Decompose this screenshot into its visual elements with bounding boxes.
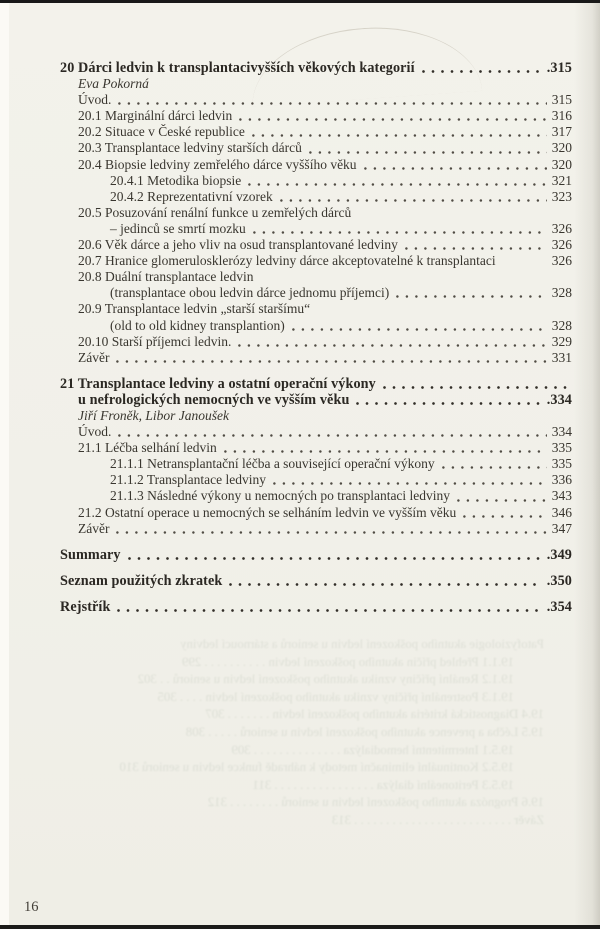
toc-entry-label: 20.2 Situace v České republice <box>78 124 245 140</box>
dot-leader <box>117 608 541 613</box>
toc-entry-label: 21 Transplantace ledviny a ostatní operační výkony <box>60 375 376 392</box>
toc-entry-label: 21.1.1 Netransplantační léčba a související operační výkony <box>110 456 435 472</box>
bleedthrough-line: Závěr . . . . . . . . . . . . . . . . . . . . . . . . . 313 <box>331 812 544 827</box>
toc-page-number: 316 <box>551 108 572 124</box>
toc-entry <box>60 108 572 124</box>
toc-entry <box>60 157 572 173</box>
dot-leader <box>238 343 546 348</box>
toc-entry-label: 20.7 Hranice glomerulosklerózy ledviny dárce akceptovatelné k transplantaci <box>78 253 496 269</box>
toc-entry <box>60 221 572 237</box>
toc-entry <box>60 573 572 589</box>
toc-entry <box>60 189 572 205</box>
toc-page-number: 331 <box>551 349 572 365</box>
toc-entry-label: 20.6 Věk dárce a jeho vliv na osud transplantované ledviny <box>78 237 398 253</box>
toc-entry <box>60 205 572 221</box>
dot-leader <box>356 401 541 406</box>
toc-page-number: 323 <box>551 188 572 204</box>
toc-entry <box>60 392 572 408</box>
toc-entry-label: Závěr <box>78 520 110 536</box>
toc-page-number: 315 <box>551 92 572 108</box>
bleedthrough-line: 19.1.1 Přehled příčin akutního poškození ledvin . . . . . . . . . . 299 <box>182 654 514 669</box>
toc-entry <box>60 599 572 615</box>
scan-bottom-edge <box>0 925 600 929</box>
dot-leader <box>128 556 542 561</box>
toc-page-number: .315 <box>546 60 572 76</box>
toc-entry <box>60 376 572 392</box>
footer-page-number: 16 <box>24 899 39 915</box>
toc-page-number: 328 <box>551 285 572 301</box>
dot-leader <box>457 498 547 503</box>
toc-entry <box>60 140 572 156</box>
dot-leader <box>260 278 567 283</box>
dot-leader <box>116 530 546 535</box>
toc-entry <box>60 408 572 424</box>
dot-leader <box>156 85 567 90</box>
bleedthrough-line: 19.1.2 Renální příčiny vzniku akutního poškození ledvin u seniorů . . 302 <box>137 672 514 687</box>
toc-entry-label: 21.1 Léčba selhání ledvin <box>78 440 217 456</box>
dot-leader <box>442 465 547 470</box>
toc-entry-label: (old to old kidney transplantion) <box>110 317 285 333</box>
toc-entry <box>60 237 572 253</box>
toc-entry-label: 20.8 Duální transplantace ledvin <box>78 269 254 285</box>
toc-page-number: 336 <box>551 472 572 488</box>
table-of-contents <box>60 60 572 615</box>
dot-leader <box>463 514 546 519</box>
bleedthrough-line: 19.5.3 Peritoneální dialýza . . . . . . . . . . . . . . . . 311 <box>252 777 514 792</box>
toc-entry-label: 21.1.2 Transplantace ledviny <box>110 472 266 488</box>
toc-page-number: .354 <box>546 598 572 615</box>
toc-entry-label: Jiří Froněk, Libor Janoušek <box>78 407 229 423</box>
bleedthrough-text <box>28 636 578 830</box>
toc-page-number: 317 <box>551 124 572 140</box>
dot-leader <box>239 117 547 122</box>
toc-entry-label: 20.1 Marginální dárci ledvin <box>78 108 233 124</box>
toc-entry-label: 20.3 Transplantace ledviny starších dárců <box>78 140 302 156</box>
toc-entry-label: 21.1.3 Následné výkony u nemocných po transplantaci ledviny <box>110 488 451 504</box>
toc-entry-label: u nefrologických nemocných ve vyšším věku <box>78 391 350 408</box>
toc-page-number: 321 <box>551 172 572 188</box>
dot-leader <box>364 166 547 171</box>
toc-entry-label: 20.5 Posuzování renální funkce u zemřelých dárců <box>78 204 352 220</box>
toc-entry <box>60 334 572 350</box>
toc-entry-label: 20.9 Transplantace ledvin „starší staršímu“ <box>78 301 311 317</box>
dot-leader <box>280 198 547 203</box>
dot-leader <box>118 433 546 438</box>
dot-leader <box>383 385 567 390</box>
toc-entry <box>60 92 572 108</box>
toc-page-number: .334 <box>546 391 572 408</box>
toc-entry <box>60 301 572 317</box>
dot-leader <box>292 327 547 332</box>
toc-entry-label: 20.4.2 Reprezentativní vzorek <box>110 188 273 204</box>
scan-top-edge <box>0 0 600 3</box>
toc-page-number: 328 <box>551 317 572 333</box>
bleedthrough-line: 19.5.1 Intermitentní hemodialýza . . . . . . . . . . . . . . 309 <box>231 742 514 757</box>
toc-entry-label: 20.4 Biopsie ledviny zemřelého dárce vyššího věku <box>78 156 357 172</box>
toc-entry-label: Rejstřík <box>60 598 111 615</box>
dot-leader <box>317 311 567 316</box>
toc-entry-label: Závěr <box>78 349 110 365</box>
toc-entry-label: Úvod. <box>78 92 112 108</box>
toc-entry <box>60 269 572 285</box>
toc-page-number: 346 <box>551 504 572 520</box>
dot-leader <box>405 246 547 251</box>
toc-entry <box>60 285 572 301</box>
toc-page-number: 320 <box>551 156 572 172</box>
toc-entry-label: 20.4.1 Metodika biopsie <box>110 172 242 188</box>
toc-entry <box>60 60 572 76</box>
toc-entry-label: – jedinců se smrtí mozku <box>110 220 246 236</box>
toc-page-number: 335 <box>551 440 572 456</box>
toc-page-number: .350 <box>546 572 572 589</box>
dot-leader <box>229 582 541 587</box>
toc-page-number: 320 <box>551 140 572 156</box>
toc-entry <box>60 124 572 140</box>
toc-entry <box>60 547 572 563</box>
bleedthrough-line: 19.5.2 Kontinuální eliminační metody k náhradě funkce ledvin u seniorů 310 <box>119 760 514 775</box>
toc-entry <box>60 424 572 440</box>
toc-entry <box>60 472 572 488</box>
toc-entry <box>60 505 572 521</box>
toc-entry <box>60 440 572 456</box>
toc-entry-label: Summary <box>60 546 121 563</box>
toc-entry-label: 20 Dárci ledvin k transplantacivyšších věkových kategorií <box>60 60 415 76</box>
toc-entry-label: (transplantace obou ledvin dárce jednomu příjemci) <box>110 285 390 301</box>
dot-leader <box>422 69 542 74</box>
toc-entry-label: 21.2 Ostatní operace u nemocných se selháním ledvin ve vyšším věku <box>78 504 457 520</box>
bleedthrough-line: Patofyziologie akutního poškození ledvin u seniorů a stárnoucí ledviny <box>180 637 544 651</box>
dot-leader <box>273 481 547 486</box>
toc-page-number: 326 <box>551 220 572 236</box>
toc-entry <box>60 521 572 537</box>
dot-leader <box>224 449 547 454</box>
toc-entry <box>60 488 572 504</box>
bleedthrough-line: 19.5 Léčba a prevence akutního poškození ledvin u seniorů . . . . . 308 <box>185 724 544 739</box>
dot-leader <box>118 101 546 106</box>
dot-leader <box>248 182 547 187</box>
toc-entry <box>60 318 572 334</box>
bleedthrough-line: 19.4 Diagnostická kritéria akutního poškození ledvin . . . . . . . 307 <box>205 707 544 722</box>
scan-left-margin <box>0 3 9 925</box>
dot-leader <box>396 294 546 299</box>
dot-leader <box>253 230 547 235</box>
toc-page-number: 343 <box>551 488 572 504</box>
toc-entry <box>60 350 572 366</box>
toc-entry-label: 20.10 Starší příjemci ledvin. <box>78 333 232 349</box>
toc-page-number: 334 <box>551 424 572 440</box>
toc-page-number: 326 <box>551 237 572 253</box>
toc-entry <box>60 456 572 472</box>
toc-page-number: 335 <box>551 456 572 472</box>
toc-page-number: 326 <box>551 253 572 269</box>
dot-leader <box>503 262 547 267</box>
toc-entry <box>60 253 572 269</box>
bleedthrough-line: 19.1.3 Postrenální příčiny vzniku akutního poškození ledvin . . . . 305 <box>157 689 514 704</box>
dot-leader <box>252 133 547 138</box>
toc-page-number: 347 <box>551 520 572 536</box>
toc-entry <box>60 173 572 189</box>
dot-leader <box>358 214 567 219</box>
toc-entry <box>60 76 572 92</box>
scan-right-shadow <box>574 3 600 925</box>
dot-leader <box>236 417 567 422</box>
dot-leader <box>309 150 547 155</box>
toc-page-number: .349 <box>546 546 572 563</box>
toc-entry-label: Seznam použitých zkratek <box>60 572 223 589</box>
toc-page-number: 329 <box>551 333 572 349</box>
bleedthrough-line: 19.6 Prognóza akutního poškození ledvin u seniorů . . . . . . . . 312 <box>207 795 544 810</box>
toc-entry-label: Úvod. <box>78 424 112 440</box>
dot-leader <box>116 359 546 364</box>
toc-entry-label: Eva Pokorná <box>78 76 149 92</box>
